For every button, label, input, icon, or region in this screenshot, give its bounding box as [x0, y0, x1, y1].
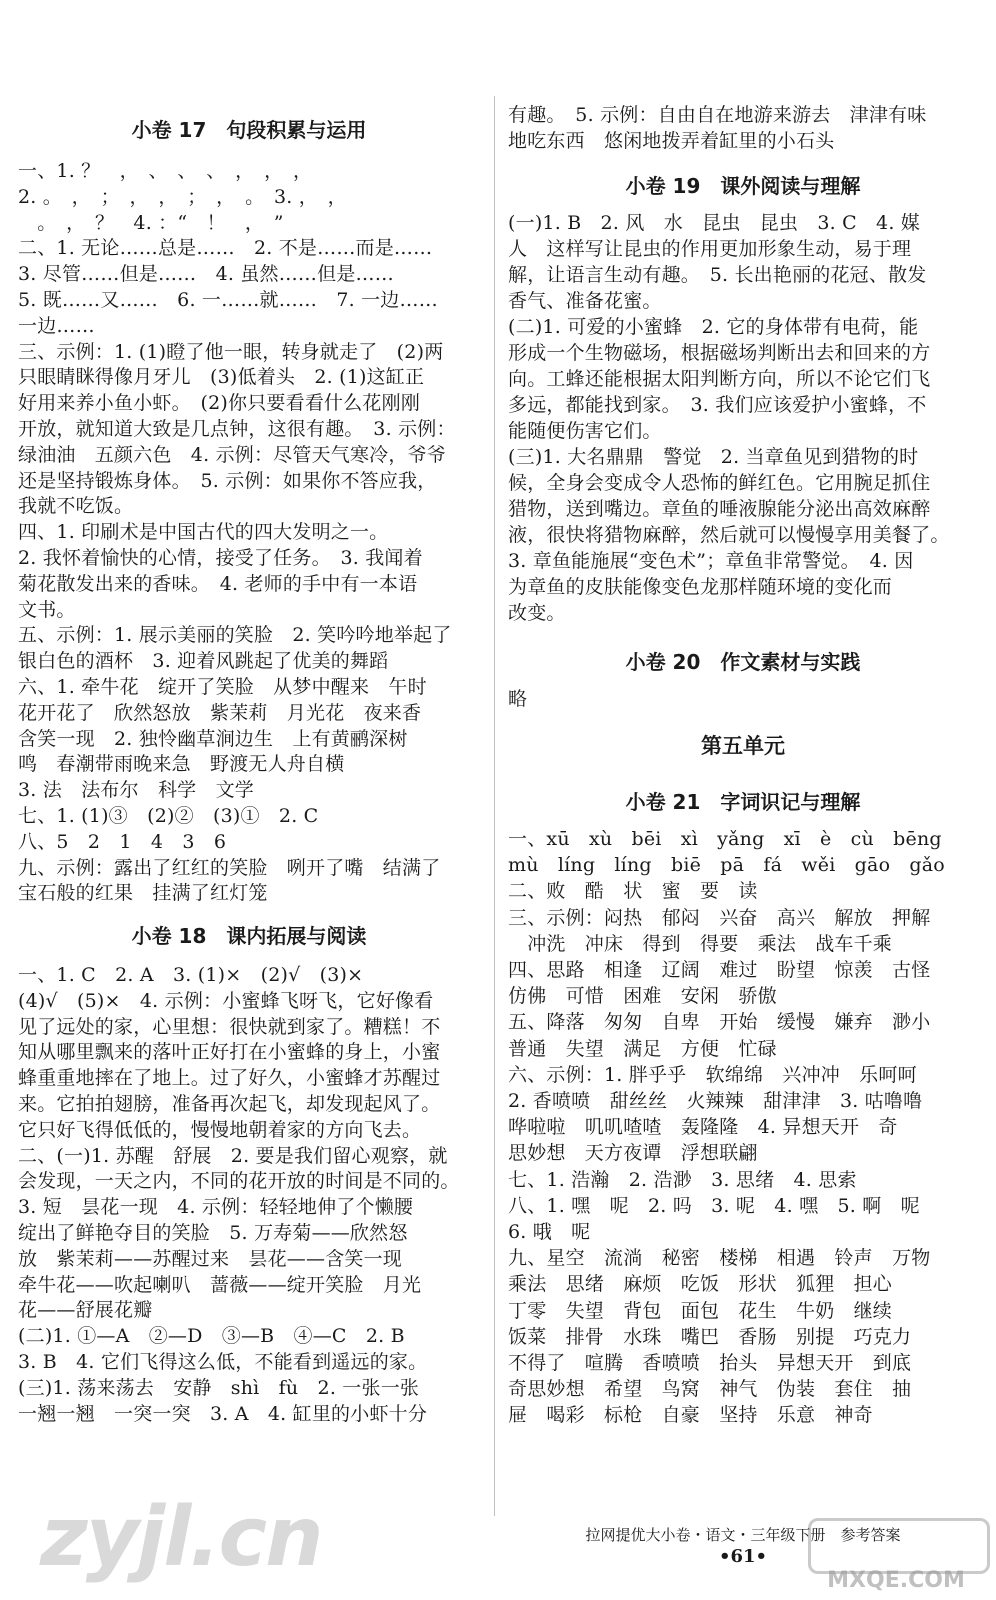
answer-line: 奇思妙想 希望 鸟窝 神气 伪装 套住 抽: [508, 1378, 912, 1401]
answer-line: 6. 哦 呢: [508, 1221, 591, 1243]
answer-line: 八、5 2 1 4 3 6: [18, 830, 227, 853]
answer-line: 会发现，一天之内，不同的花开放的时间是不同的。: [18, 1170, 460, 1193]
answer-line: 3. 法 法布尔 科学 文学: [18, 779, 254, 802]
answer-line: 五、降落 匆匆 自卑 开始 缓慢 嫌弃 渺小: [508, 1011, 931, 1034]
answer-line: 含笑一现 2. 独怜幽草涧边生 上有黄鹂深树: [18, 727, 408, 750]
answer-line: 五、示例：1. 展示美丽的笑脸 2. 笑吟吟地举起了: [18, 624, 452, 647]
answer-line: 花——舒展花瓣: [18, 1299, 153, 1322]
answer-line: 为章鱼的皮肤能像变色龙那样随环境的变化而: [508, 576, 893, 598]
answer-line: 还是坚持锻炼身体。 5. 示例：如果你不答应我，: [18, 469, 437, 492]
answer-line: 3. 章鱼能施展“变色术”；章鱼非常警觉。 4. 因: [508, 550, 914, 572]
answer-line: 好用来养小鱼小虾。 (2)你只要看看什么花刚刚: [18, 392, 421, 415]
answer-line: 解，让语言生动有趣。 5. 长出艳丽的花冠、散发: [508, 264, 927, 286]
answer-line: 四、1. 印刷术是中国古代的四大发明之一。: [18, 521, 389, 544]
answer-line: 一翘一翘 一突一突 3. A 4. 缸里的小虾十分: [18, 1402, 428, 1425]
answer-line: 八、1. 嘿 呢 2. 吗 3. 呢 4. 嘿 5. 啊 呢: [508, 1194, 920, 1217]
answer-line: 六、示例：1. 胖乎乎 软绵绵 兴冲冲 乐呵呵: [508, 1063, 917, 1086]
section-title-s18: 小卷 18 课内拓展与阅读: [131, 924, 367, 948]
answer-line: 九、示例：露出了红红的笑脸 咧开了嘴 结满了: [18, 856, 441, 879]
section-title-s20: 小卷 20 作文素材与实践: [625, 650, 861, 674]
answer-line: 二、(一)1. 苏醒 舒展 2. 要是我们留心观察，就: [18, 1144, 448, 1167]
answer-line: 2. 香喷喷 甜丝丝 火辣辣 甜津津 3. 咕噜噜: [508, 1090, 923, 1112]
answer-line: 普通 失望 满足 方便 忙碌: [508, 1037, 777, 1060]
answer-line: (三)1. 大名鼎鼎 警觉 2. 当章鱼见到猎物的时: [508, 446, 919, 468]
answer-line: (二)1. 可爱的小蜜蜂 2. 它的身体带有电荷，能: [508, 316, 919, 338]
answer-line: 放 紫茉莉——苏醒过来 昙花——含笑一现: [18, 1247, 403, 1270]
answer-line: 鸣 春潮带雨晚来急 野渡无人舟自横: [18, 753, 345, 776]
answer-line: 九、星空 流淌 秘密 楼梯 相遇 铃声 万物: [508, 1247, 931, 1270]
answer-line: 菊花散发出来的香味。 4. 老师的手中有一本语: [18, 572, 418, 595]
answer-line: (三)1. 荡来荡去 安静 shì fù 2. 一张一张: [18, 1376, 420, 1399]
answer-line: (二)1. ①—A ②—D ③—B ④—C 2. B: [18, 1325, 405, 1348]
watermark-url: MXQE.COM: [827, 1568, 965, 1593]
answer-line: 绽出了鲜艳夺目的笑脸 5. 万寿菊——欣然怒: [18, 1222, 408, 1244]
answer-line: 六、1. 牵牛花 绽开了笑脸 从梦中醒来 午时: [18, 676, 427, 698]
answer-line: 2. 我怀着愉快的心情，接受了任务。 3. 我闻着: [18, 547, 423, 569]
answer-line: 屉 喝彩 标枪 自豪 坚持 乐意 神奇: [508, 1404, 873, 1427]
answer-line: 七、1. 浩瀚 2. 浩渺 3. 思绪 4. 思索: [508, 1168, 857, 1191]
answer-line: 牵牛花——吹起喇叭 蔷薇——绽开笑脸 月光: [18, 1273, 422, 1296]
answer-line: 形成一个生物磁场，根据磁场判断出去和回来的方: [508, 342, 931, 364]
watermark-badge-icon: [808, 1518, 990, 1574]
answer-line: 花开花了 欣然怒放 紫茉莉 月光花 夜来香: [18, 701, 422, 724]
section-title-s17: 小卷 17 句段积累与运用: [131, 118, 367, 142]
answer-line: 不得了 喧腾 香喷喷 抬头 异想天开 到底: [508, 1352, 912, 1374]
answer-line: 液，很快将猎物麻醉，然后就可以慢慢享用美餐了。: [508, 524, 950, 546]
answer-line: 。 ， ？ 4. ：“ ！ ， ”: [18, 211, 284, 234]
answer-line: 3. 尽管……但是…… 4. 虽然……但是……: [18, 263, 394, 286]
answer-line: (4)√ (5)× 4. 示例：小蜜蜂飞呀飞，它好像看: [18, 989, 434, 1012]
answer-line: 香气、准备花蜜。: [508, 290, 662, 312]
answer-line: 能随便伤害它们。: [508, 420, 662, 442]
answer-line: 冲洗 冲床 得到 得要 乘法 战车千乘: [508, 932, 893, 955]
column-divider: [494, 96, 495, 1516]
answer-line: 多远，都能找到家。 3. 我们应该爱护小蜜蜂，不: [508, 394, 927, 416]
answer-line: 文书。: [18, 598, 76, 621]
answer-line: 三、示例：闷热 郁闷 兴奋 高兴 解放 押解: [508, 906, 931, 929]
answer-line: 猎物，送到嘴边。章鱼的唾液腺能分泌出高效麻醉: [508, 498, 931, 520]
answer-line: 见了远处的家，心里想：很快就到家了。糟糕！不: [18, 1015, 441, 1038]
answer-line: 候，全身会变成令人恐怖的鲜红色。它用腕足抓住: [508, 472, 931, 494]
answer-line: 只眼睛眯得像月牙儿 (3)低着头 2. (1)这缸正: [18, 366, 425, 389]
answer-line: 一、1. ？ ， 、 、 、 ， ， ，: [18, 160, 313, 182]
answer-line: 饭菜 排骨 水珠 嘴巴 香肠 别提 巧克力: [508, 1325, 912, 1348]
answer-line: 3. B 4. 它们飞得这么低，不能看到遥远的家。: [18, 1351, 428, 1373]
unit-heading: 第五单元: [701, 734, 785, 758]
answer-line: (一)1. B 2. 风 水 昆虫 昆虫 3. C 4. 媒: [508, 212, 920, 234]
answer-line: 宝石般的红果 挂满了红灯笼: [18, 882, 268, 905]
watermark-logo-left: zyjl.cn: [40, 1490, 322, 1585]
answer-line: 四、思路 相逢 辽阔 难过 盼望 惊羡 古怪: [508, 959, 931, 981]
answer-line: 来。它拍拍翅膀，准备再次起飞，却发现起风了。: [18, 1093, 441, 1115]
section-title-s19: 小卷 19 课外阅读与理解: [625, 174, 861, 198]
answer-line: 向。工蜂还能根据太阳判断方向，所以不论它们飞: [508, 368, 931, 390]
page-number: •61•: [718, 1546, 768, 1567]
answer-line: 七、1. (1)③ (2)② (3)① 2. C: [18, 805, 319, 827]
answer-line: 二、败 酷 状 蜜 要 读: [508, 880, 758, 903]
answer-line: 有趣。 5. 示例：自由自在地游来游去 津津有味: [508, 104, 927, 126]
answer-line: 改变。: [508, 602, 566, 624]
answer-line: 知从哪里飘来的落叶正好打在小蜜蜂的身上，小蜜: [18, 1041, 441, 1064]
answer-line: 绿油油 五颜六色 4. 示例：尽管天气寒冷，爷爷: [18, 443, 446, 466]
answer-line: 银白色的酒杯 3. 迎着风跳起了优美的舞蹈: [18, 650, 389, 673]
answer-line: 三、示例：1. (1)瞪了他一眼，转身就走了 (2)两: [18, 340, 444, 363]
answer-line: 5. 既……又…… 6. 一……就…… 7. 一边……: [18, 289, 438, 311]
answer-line: 我就不吃饭。: [18, 495, 134, 518]
answer-line: 人 这样写让昆虫的作用更加形象生动，易于理: [508, 238, 912, 260]
answer-line: 一、1. C 2. A 3. (1)× (2)√ (3)×: [18, 964, 364, 986]
answer-line: 蜂重重地摔在了地上。过了好久，小蜜蜂才苏醒过: [18, 1067, 441, 1090]
answer-line: 一边……: [18, 314, 95, 337]
answer-line: 地吃东西 悠闲地拨弄着缸里的小石头: [508, 130, 835, 152]
answer-line: 一、xū xù bēi xì yǎng xī è cù bēng: [508, 828, 942, 850]
answer-line: 哗啦啦 叽叽喳喳 轰隆隆 4. 异想天开 奇: [508, 1116, 898, 1139]
answer-line: 思妙想 天方夜谭 浮想联翩: [508, 1142, 758, 1165]
answer-line: 丁零 失望 背包 面包 花生 牛奶 继续: [508, 1299, 893, 1322]
answer-line: 开放，就知道大致是几点钟，这很有趣。 3. 示例：: [18, 418, 456, 440]
answer-line: mù líng líng biē pā fá wěi gāo gǎo: [508, 854, 945, 877]
section-title-s21: 小卷 21 字词识记与理解: [625, 790, 861, 814]
watermark-logo-right: [808, 1518, 984, 1594]
footer-book-title: 拉网提优大小卷・语文・三年级下册 参考答案: [585, 1526, 901, 1544]
answer-line: 略: [508, 688, 528, 710]
answer-line: 乘法 思绪 麻烦 吃饭 形状 狐狸 担心: [508, 1273, 893, 1296]
answer-line: 它只好飞得低低的，慢慢地朝着家的方向飞去。: [18, 1118, 422, 1141]
answer-line: 3. 短 昙花一现 4. 示例：轻轻地伸了个懒腰: [18, 1196, 414, 1219]
answer-line: 仿佛 可惜 困难 安闲 骄傲: [508, 985, 777, 1008]
answer-line: 2. 。 ， ； ， ， ； ， 。 3. ， ，: [18, 185, 347, 208]
answer-line: 二、1. 无论……总是…… 2. 不是……而是……: [18, 237, 433, 260]
